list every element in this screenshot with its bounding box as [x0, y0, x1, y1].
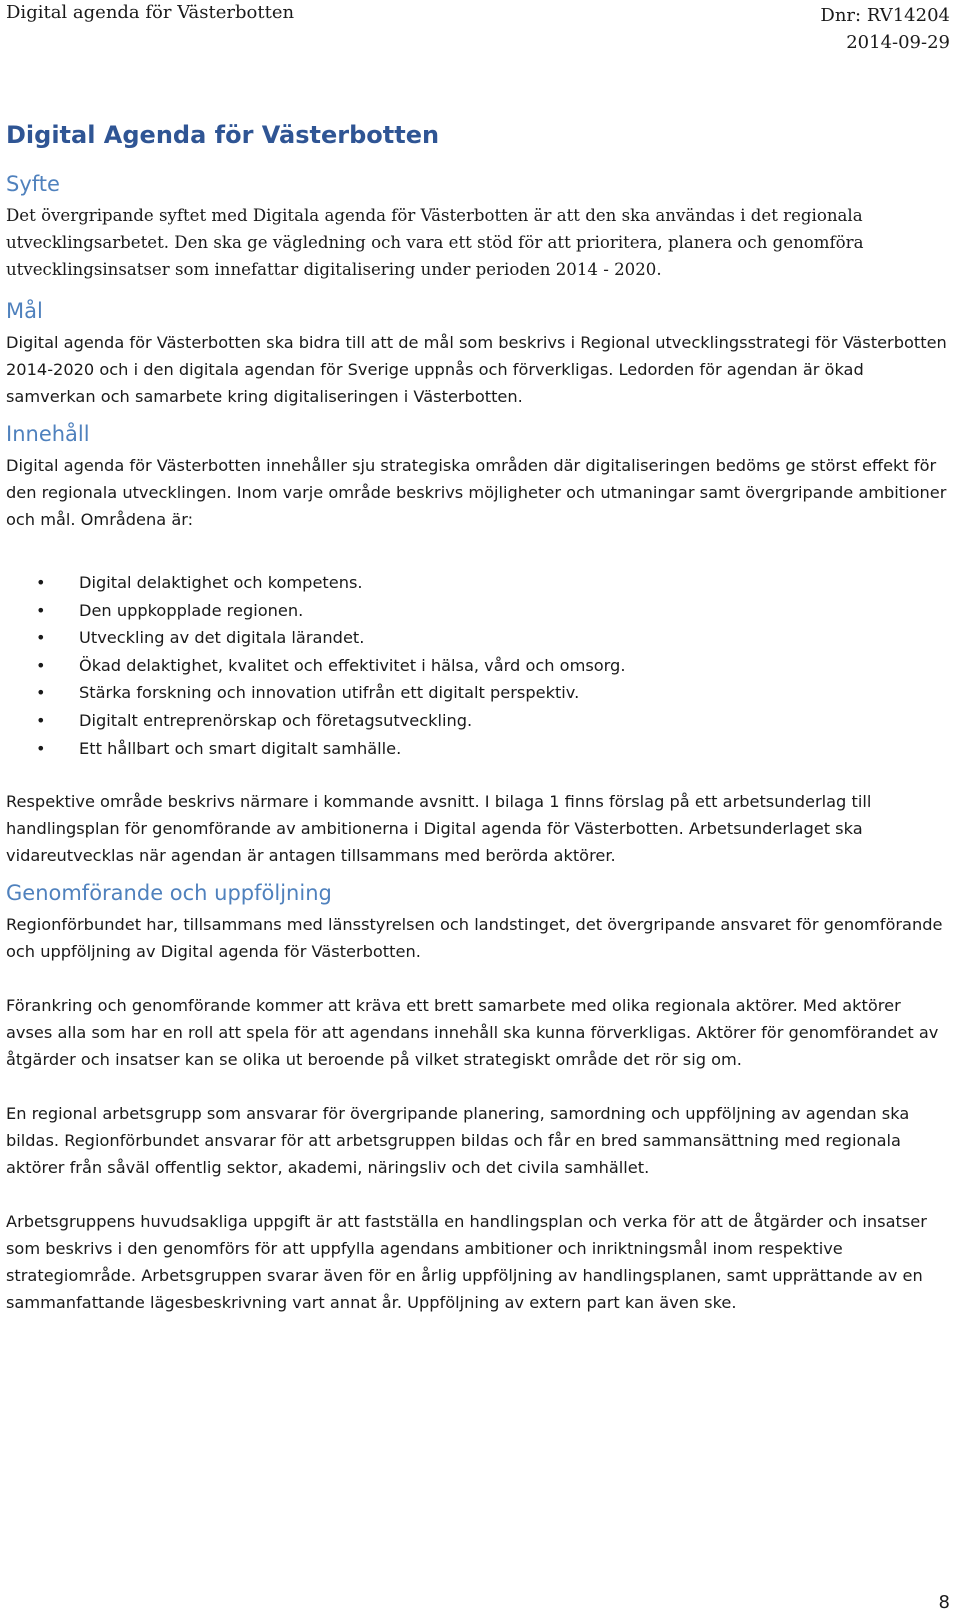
areas-list — [6, 569, 950, 762]
list-item: • Den uppkopplade regionen. — [6, 597, 950, 625]
page-number: 8 — [938, 1592, 950, 1613]
innehall-intro: Digital agenda för Västerbotten innehåller sju strategiska områden där digitaliseringen bedöms ge störst effekt för den regionala utvecklingen. Inom varje område beskrivs möjligheter och utmaningar samt övergripande ambitioner och mål. Områdena är: — [6, 456, 947, 529]
document-title: Digital Agenda för Västerbotten — [6, 121, 440, 149]
bullet-icon: • — [36, 600, 46, 620]
section-heading-genomforande: Genomförande och uppföljning — [6, 881, 332, 906]
list-item: • Stärka forskning och innovation utifrån ett digitalt perspektiv. — [6, 679, 950, 707]
header-title: Digital agenda för Västerbotten — [6, 2, 295, 23]
document-date: 2014-09-29 — [846, 32, 950, 53]
bullet-icon: • — [36, 573, 46, 592]
document-body — [6, 120, 950, 1343]
section-heading-syfte: Syfte — [6, 172, 60, 196]
section-heading-mal: Mål — [6, 299, 43, 323]
genomforande-paragraph: Förankring och genomförande kommer att kräva ett brett samarbete med olika regionala aktörer. Med aktörer avses alla som har en roll att spela för att agendans innehåll ska kunna förverkligas. Aktörer för genomförandet av åtgärder och insatser kan se olika ut beroende på vilket strategiskt område det rör sig om. — [6, 996, 939, 1070]
genomforande-paragraph: Regionförbundet har, tillsammans med länsstyrelsen och landstinget, det övergripande ansvaret för genomförande och uppföljning av Digital agenda för Västerbotten. — [6, 915, 943, 962]
bullet-icon: • — [36, 683, 46, 703]
document-number: Dnr: RV14204 — [820, 5, 950, 26]
section-mal — [6, 297, 950, 410]
bullet-icon: • — [36, 710, 46, 730]
section-innehall — [6, 420, 950, 869]
syfte-paragraph: Det övergripande syftet med Digitala agenda för Västerbotten är att den ska användas i det regionala utvecklingsarbetet. Den ska ge vägledning och vara ett stöd för att prioritera, planera och genomföra utvecklingsinsatser som innefattar digitalisering under perioden 2014 - 2020. — [6, 206, 864, 279]
section-genomforande — [6, 879, 950, 1316]
genomforande-paragraph: En regional arbetsgrupp som ansvarar för övergripande planering, samordning och uppföljning av agendan ska bildas. Regionförbundet ansvarar för att arbetsgruppen bildas och får en bred sammansättning med regionala aktörer från såväl offentlig sektor, akademi, näringsliv och det civila samhället. — [6, 1104, 910, 1178]
genomforande-paragraph: Arbetsgruppens huvudsakliga uppgift är att fastställa en handlingsplan och verka för att de åtgärder och insatser som beskrivs i den genomförs för att uppfylla agendans ambitioner och inriktningsmål inom respektive strategiområde. Arbetsgruppen svarar även för en årlig uppföljning av handlingsplanen, samt upprättande av en sammanfattande lägesbeskrivning vart annat år. Uppföljning av extern part kan även ske. — [6, 1212, 927, 1313]
bullet-icon: • — [36, 738, 46, 758]
innehall-outro: Respektive område beskrivs närmare i kommande avsnitt. I bilaga 1 finns förslag på ett arbetsunderlag till handlingsplan för genomförande av ambitionerna i Digital agenda för Västerbotten. Arbetsunderlaget ska vidareutvecklas när agendan är antagen tillsammans med berörda aktörer. — [6, 792, 872, 866]
bullet-icon: • — [36, 655, 46, 675]
bullet-icon: • — [36, 628, 46, 648]
section-syfte — [6, 170, 950, 283]
list-item: • Ökad delaktighet, kvalitet och effektivitet i hälsa, vård och omsorg. — [6, 652, 950, 680]
list-item: • Utveckling av det digitala lärandet. — [6, 624, 950, 652]
header-meta — [820, 2, 950, 56]
mal-paragraph: Digital agenda för Västerbotten ska bidra till att de mål som beskrivs i Regional utvecklingsstrategi för Västerbotten 2014-2020 och i den digitala agendan för Sverige uppnås och förverkligas. Ledorden för agendan är ökad samverkan och samarbete kring digitaliseringen i Västerbotten. — [6, 333, 947, 406]
section-heading-innehall: Innehåll — [6, 422, 90, 446]
list-item: • Digitalt entreprenörskap och företagsutveckling. — [6, 707, 950, 735]
list-item: • Digital delaktighet och kompetens. — [6, 569, 950, 597]
list-item: • Ett hållbart och smart digitalt samhälle. — [6, 735, 950, 763]
